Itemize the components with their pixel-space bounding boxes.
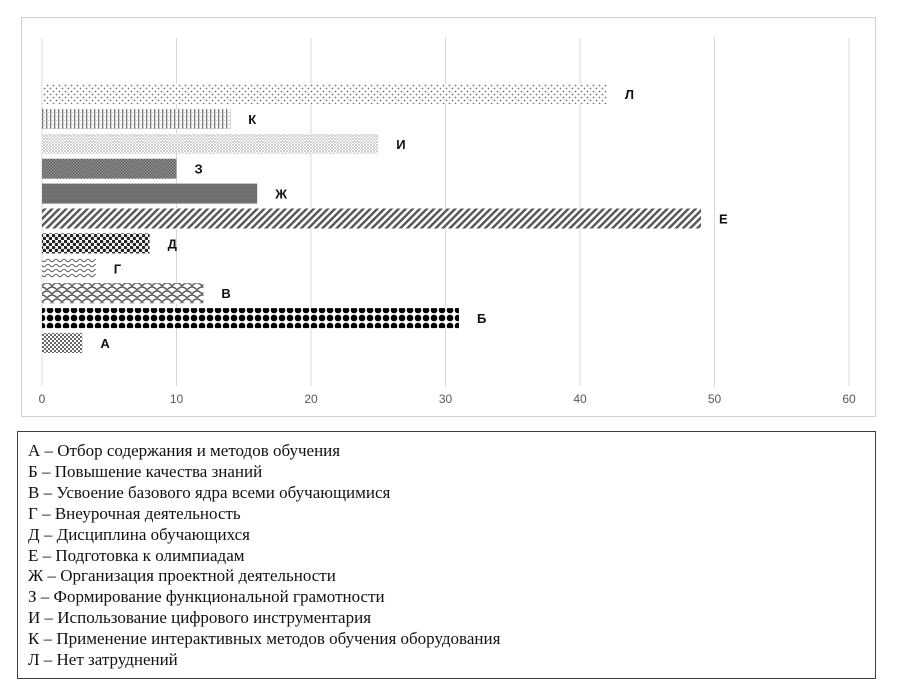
legend-separator: – bbox=[36, 587, 54, 607]
legend-text: Использование цифрового инструментария bbox=[57, 608, 372, 628]
x-tick-label: 0 bbox=[38, 392, 46, 406]
legend-text: Усвоение базового ядра всеми обучающимися bbox=[56, 482, 391, 502]
legend-item bbox=[28, 566, 875, 587]
bar-label-Е: Е bbox=[719, 211, 728, 227]
bar-label-И: И bbox=[396, 136, 406, 152]
bar-label-Д: Д bbox=[167, 236, 177, 252]
bar-label-Л: Л bbox=[624, 87, 635, 102]
legend-letter: З bbox=[28, 587, 37, 607]
legend-separator: – bbox=[39, 650, 57, 670]
bar-label-К: К bbox=[248, 111, 257, 127]
legend-separator: – bbox=[39, 524, 57, 544]
legend-letter: А bbox=[28, 441, 41, 460]
bar-label-З: З bbox=[194, 161, 203, 177]
legend-text: Нет затруднений bbox=[56, 650, 178, 670]
legend-item bbox=[28, 650, 875, 671]
legend-letter: Г bbox=[28, 503, 38, 523]
bar-label-В: В bbox=[221, 286, 231, 302]
bar-label-А: А bbox=[100, 336, 110, 351]
bar-Г bbox=[42, 258, 96, 278]
legend-text: Дисциплина обучающихся bbox=[56, 524, 250, 544]
legend-item bbox=[28, 629, 875, 650]
legend-separator: – bbox=[37, 461, 55, 481]
legend-item bbox=[28, 441, 875, 462]
bar-В bbox=[42, 283, 203, 303]
legend-item bbox=[28, 546, 875, 567]
legend-text: Применение интерактивных методов обучения оборудования bbox=[56, 629, 501, 649]
legend-letter: Л bbox=[28, 650, 40, 670]
bar-Л bbox=[42, 84, 607, 104]
legend-separator: – bbox=[39, 482, 57, 502]
legend-letter: Б bbox=[28, 461, 38, 481]
legend-separator: – bbox=[38, 545, 56, 565]
legend-item bbox=[28, 525, 875, 546]
bar-И bbox=[42, 134, 378, 154]
legend-separator: – bbox=[43, 566, 61, 586]
x-tick-label: 60 bbox=[842, 392, 856, 406]
bar-К bbox=[42, 109, 230, 129]
legend-item bbox=[28, 483, 875, 504]
legend-text: Подготовка к олимпиадам bbox=[55, 545, 245, 565]
legend-letter: Д bbox=[28, 524, 40, 544]
bar-А bbox=[42, 333, 82, 353]
legend-text: Формирование функциональной грамотности bbox=[53, 587, 385, 607]
bar-label-Б: Б bbox=[476, 311, 487, 327]
x-axis-ticks bbox=[39, 392, 856, 406]
legend-letter: В bbox=[28, 482, 40, 502]
legend-item bbox=[28, 462, 875, 483]
bars bbox=[42, 84, 701, 353]
legend-item bbox=[28, 504, 875, 525]
bar-Ж bbox=[42, 184, 257, 204]
legend bbox=[17, 431, 876, 679]
legend-separator: – bbox=[37, 503, 55, 523]
legend-text: Внеурочная деятельность bbox=[54, 503, 241, 523]
bar-label-Г: Г bbox=[113, 261, 122, 277]
bar-chart bbox=[22, 18, 877, 418]
legend-letter: Е bbox=[28, 545, 39, 565]
chart-area bbox=[21, 17, 876, 417]
x-tick-label: 10 bbox=[169, 392, 184, 406]
legend-letter: К bbox=[28, 629, 40, 649]
x-tick-label: 50 bbox=[707, 392, 722, 406]
x-tick-label: 20 bbox=[304, 392, 318, 406]
bar-Е bbox=[42, 209, 701, 229]
legend-separator: – bbox=[40, 608, 58, 628]
legend-separator: – bbox=[40, 441, 58, 460]
bar-З bbox=[42, 159, 177, 179]
bar-label-Ж: Ж bbox=[275, 186, 287, 202]
legend-item bbox=[28, 587, 875, 608]
legend-separator: – bbox=[39, 629, 57, 649]
legend-text: Повышение качества знаний bbox=[54, 461, 263, 481]
legend-text: Организация проектной деятельности bbox=[60, 566, 336, 586]
x-tick-label: 30 bbox=[438, 392, 453, 406]
bar-Д bbox=[42, 233, 150, 253]
x-tick-label: 40 bbox=[573, 392, 587, 406]
legend-text: Отбор содержания и методов обучения bbox=[57, 441, 341, 460]
legend-letter: И bbox=[28, 608, 41, 628]
bar-Б bbox=[42, 308, 459, 328]
legend-item bbox=[28, 608, 875, 629]
legend-letter: Ж bbox=[28, 566, 44, 586]
